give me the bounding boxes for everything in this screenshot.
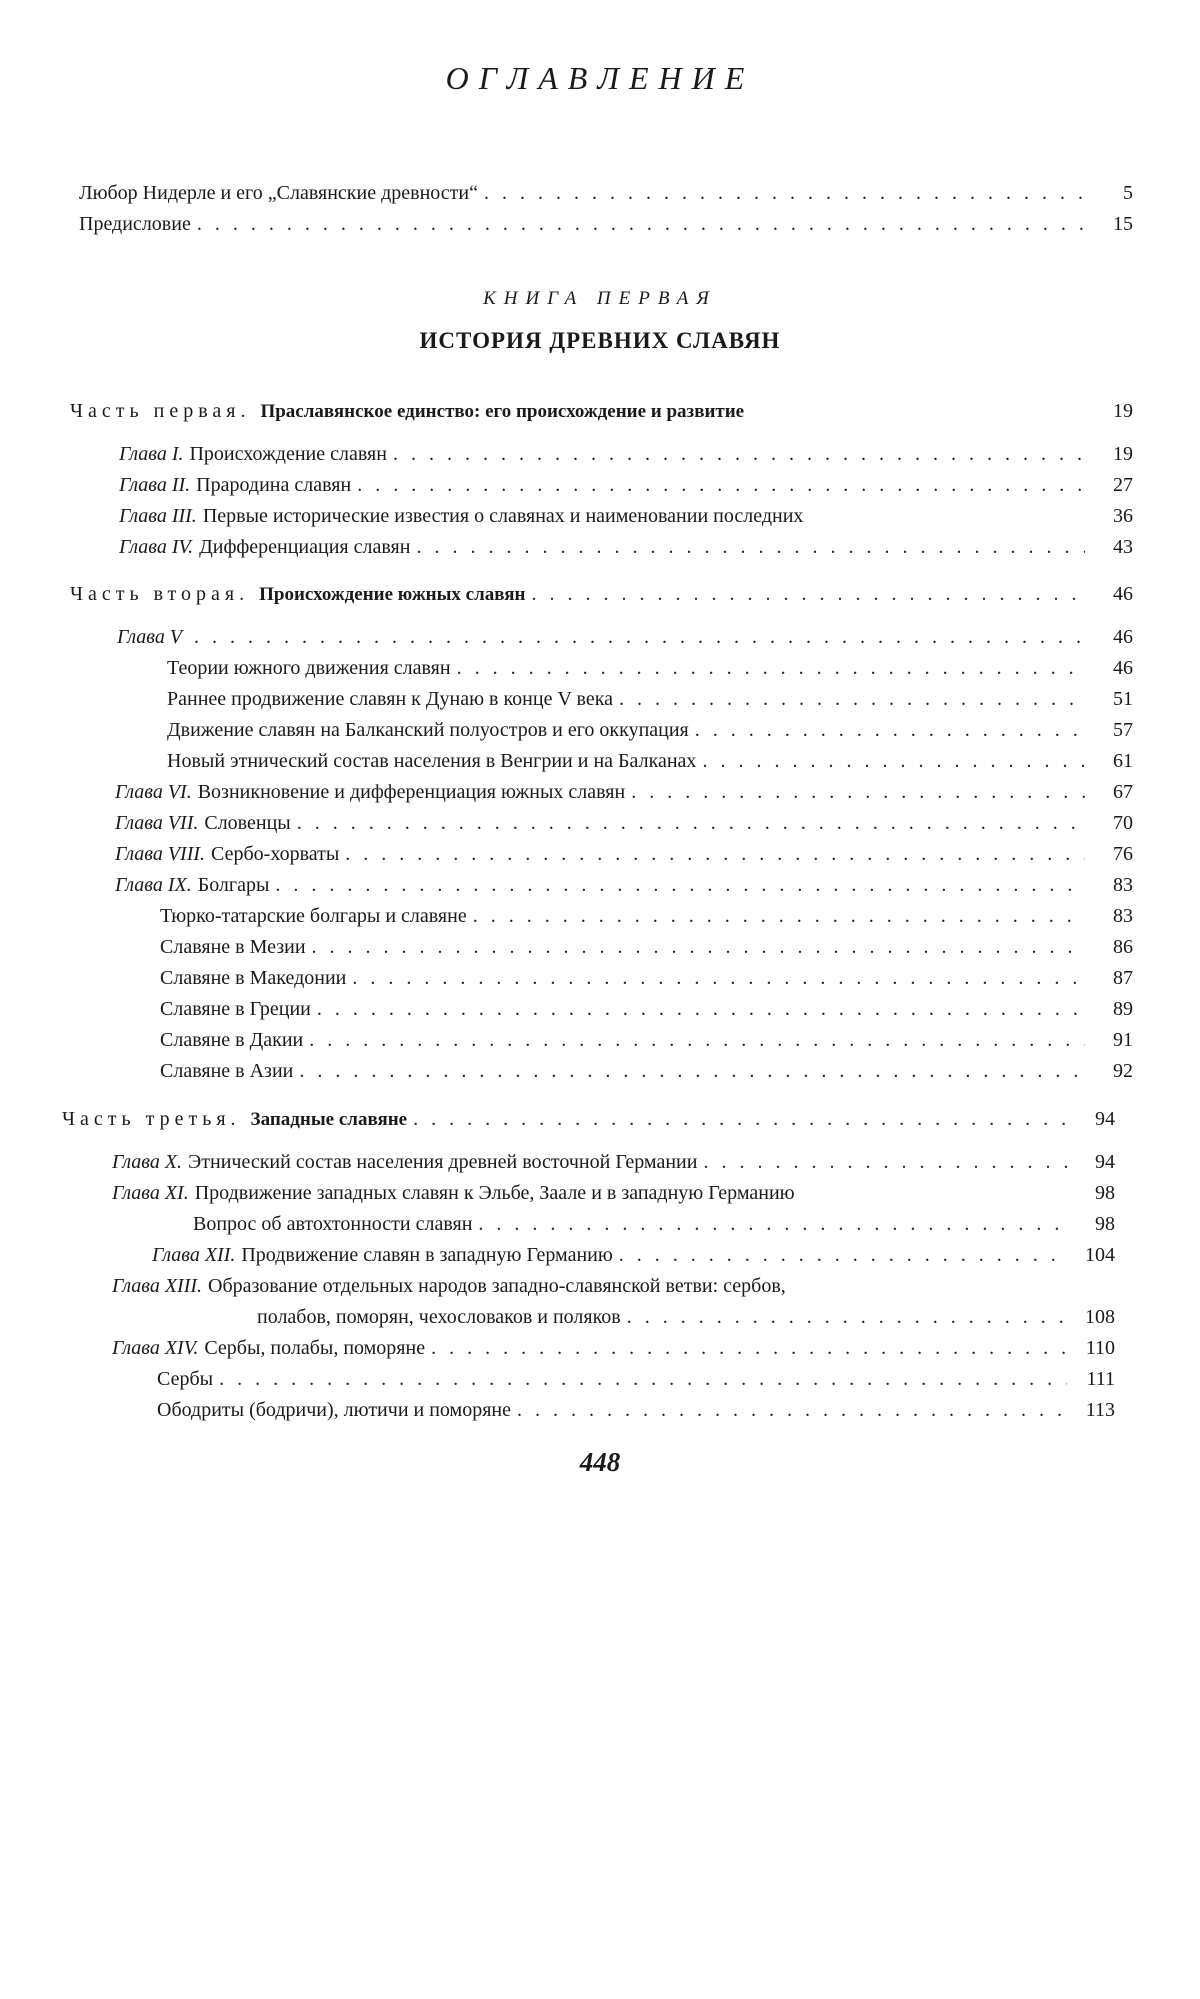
chapter-label: Глава VIII. [115,841,205,867]
chapter-label: Глава V [117,624,182,650]
dot-leader [702,748,1085,774]
chapter-label: Глава II. [119,472,190,498]
section-entry [167,717,1133,743]
chapter-title: Продвижение славян в западную Германию [241,1242,612,1268]
chapter-entry [112,1273,1115,1299]
section-title: Тюрко-татарские болгары и славяне [160,903,467,929]
section-title: Славяне в Македонии [160,965,346,991]
dot-leader [357,472,1085,498]
section-entry [167,655,1133,681]
section-entry [160,1058,1133,1084]
section-entry [160,996,1133,1022]
chapter-entry [119,441,1133,467]
chapter-label: Глава XIV. [112,1335,198,1361]
section-entry [160,903,1133,929]
dot-leader [352,965,1085,991]
entry-page: 91 [1095,1027,1133,1053]
entry-page: 113 [1077,1397,1115,1423]
chapter-entry [115,841,1133,867]
chapter-label: Глава VII. [115,810,198,836]
chapter-label: Глава IV. [119,534,193,560]
chapter-entry [112,1180,1115,1206]
dot-leader [517,1397,1067,1423]
chapter-title: Происхождение славян [189,441,386,467]
dot-leader [194,624,1085,650]
entry-page: 76 [1095,841,1133,867]
section-title: Вопрос об автохтонности славян [193,1211,472,1237]
entry-page: 110 [1077,1335,1115,1361]
entry-page: 83 [1095,872,1133,898]
section-title: Ободриты (бодричи), лютичи и поморяне [157,1397,511,1423]
dot-leader [703,1149,1067,1175]
chapter-entry [115,810,1133,836]
dot-leader [219,1366,1067,1392]
dot-leader [393,441,1085,467]
chapter-entry [115,779,1133,805]
part-heading [62,1106,1115,1133]
entry-page: 61 [1095,748,1133,774]
chapter-entry [119,534,1133,560]
dot-leader [695,717,1085,743]
chapter-title-line1: Образование отдельных народов западно-славянской ветви: сербов, [208,1273,786,1299]
entry-page: 89 [1095,996,1133,1022]
dot-leader [312,934,1085,960]
entry-page: 27 [1095,472,1133,498]
chapter-entry [119,503,1133,529]
dot-leader [619,1242,1067,1268]
chapter-title: Возникновение и дифференциация южных славян [198,779,626,805]
section-entry [160,965,1133,991]
section-entry [157,1366,1115,1392]
section-title: Славяне в Мезии [160,934,306,960]
chapter-entry [112,1149,1115,1175]
section-entry [160,934,1133,960]
entry-page: 98 [1077,1211,1115,1237]
part-label: Часть вторая. [70,581,249,607]
dot-leader [478,1211,1067,1237]
section-entry [157,1397,1115,1423]
dot-leader [413,1106,1067,1132]
chapter-title-line2: полабов, поморян, чехословаков и поляков [257,1304,621,1330]
chapter-entry [115,872,1133,898]
entry-title: Любор Нидерле и его „Славянские древности“ [79,180,478,206]
toc-entry [79,180,1133,206]
dot-leader [309,1027,1085,1053]
part-heading [70,398,1133,425]
chapter-title: Дифференциация славян [199,534,410,560]
dot-leader [297,810,1085,836]
chapter-label: Глава XII. [152,1242,235,1268]
entry-page: 94 [1077,1106,1115,1132]
dot-leader [431,1335,1067,1361]
chapter-title: Первые исторические известия о славянах и наименовании последних [203,503,804,529]
part-heading [70,581,1133,608]
dot-leader [631,779,1085,805]
entry-page: 46 [1095,624,1133,650]
chapter-label: Глава XI. [112,1180,189,1206]
section-title: Славяне в Греции [160,996,311,1022]
book-title: ИСТОРИЯ ДРЕВНИХ СЛАВЯН [0,328,1200,354]
section-title: Славяне в Азии [160,1058,293,1084]
entry-page: 46 [1095,655,1133,681]
entry-page: 5 [1095,180,1133,206]
chapter-entry-continued [257,1304,1115,1330]
entry-page: 19 [1095,398,1133,424]
entry-page: 83 [1095,903,1133,929]
chapter-title: Сербо-хорваты [211,841,339,867]
section-title: Новый этнический состав населения в Венгрии и на Балканах [167,748,696,774]
toc-entry [79,211,1133,237]
dot-leader [416,534,1085,560]
section-entry [160,1027,1133,1053]
dot-leader [345,841,1085,867]
dot-leader [532,581,1086,607]
entry-page: 51 [1095,686,1133,712]
section-title: Славяне в Дакии [160,1027,303,1053]
section-title: Движение славян на Балканский полуостров и его оккупация [167,717,689,743]
entry-page: 87 [1095,965,1133,991]
entry-page: 57 [1095,717,1133,743]
entry-page: 15 [1095,211,1133,237]
dot-leader [275,872,1085,898]
chapter-entry [112,1335,1115,1361]
dot-leader [197,211,1085,237]
toc-title: ОГЛАВЛЕНИЕ [0,60,1200,97]
section-title: Теории южного движения славян [167,655,451,681]
chapter-title: Продвижение западных славян к Эльбе, Заале и в западную Германию [195,1180,795,1206]
chapter-entry [152,1242,1115,1268]
chapter-label: Глава VI. [115,779,192,805]
toc-page [0,0,1200,1999]
chapter-title: Словенцы [204,810,290,836]
chapter-title: Этнический состав населения древней восточной Германии [188,1149,697,1175]
chapter-label: Глава IX. [115,872,192,898]
chapter-entry [119,472,1133,498]
entry-page: 43 [1095,534,1133,560]
entry-page: 108 [1077,1304,1115,1330]
chapter-label: Глава I. [119,441,183,467]
entry-page: 36 [1095,503,1133,529]
section-entry [167,686,1133,712]
part-title: Праславянское единство: его происхождение и развитие [260,399,744,425]
part-title: Западные славяне [251,1107,408,1133]
entry-page: 46 [1095,581,1133,607]
dot-leader [627,1304,1067,1330]
part-title: Происхождение южных славян [259,582,525,608]
chapter-title: Прародина славян [196,472,351,498]
dot-leader [457,655,1085,681]
dot-leader [484,180,1085,206]
dot-leader [299,1058,1085,1084]
entry-title: Предисловие [79,211,191,237]
section-title: Сербы [157,1366,213,1392]
entry-page: 19 [1095,441,1133,467]
section-entry [193,1211,1115,1237]
entry-page: 86 [1095,934,1133,960]
section-title: Раннее продвижение славян к Дунаю в конце V века [167,686,613,712]
book-label: КНИГА ПЕРВАЯ [0,288,1200,310]
part-label: Часть третья. [62,1106,241,1132]
section-entry [167,748,1133,774]
chapter-entry [117,624,1133,650]
entry-page: 98 [1077,1180,1115,1206]
chapter-label: Глава X. [112,1149,182,1175]
dot-leader [317,996,1085,1022]
chapter-title: Сербы, полабы, поморяне [204,1335,425,1361]
part-label: Часть первая. [70,398,250,424]
chapter-label: Глава XIII. [112,1273,202,1299]
entry-page: 94 [1077,1149,1115,1175]
entry-page: 92 [1095,1058,1133,1084]
entry-page: 70 [1095,810,1133,836]
chapter-label: Глава III. [119,503,197,529]
chapter-title: Болгары [198,872,270,898]
page-number: 448 [0,1447,1200,1478]
entry-page: 104 [1077,1242,1115,1268]
entry-page: 111 [1077,1366,1115,1392]
dot-leader [619,686,1085,712]
dot-leader [473,903,1085,929]
entry-page: 67 [1095,779,1133,805]
